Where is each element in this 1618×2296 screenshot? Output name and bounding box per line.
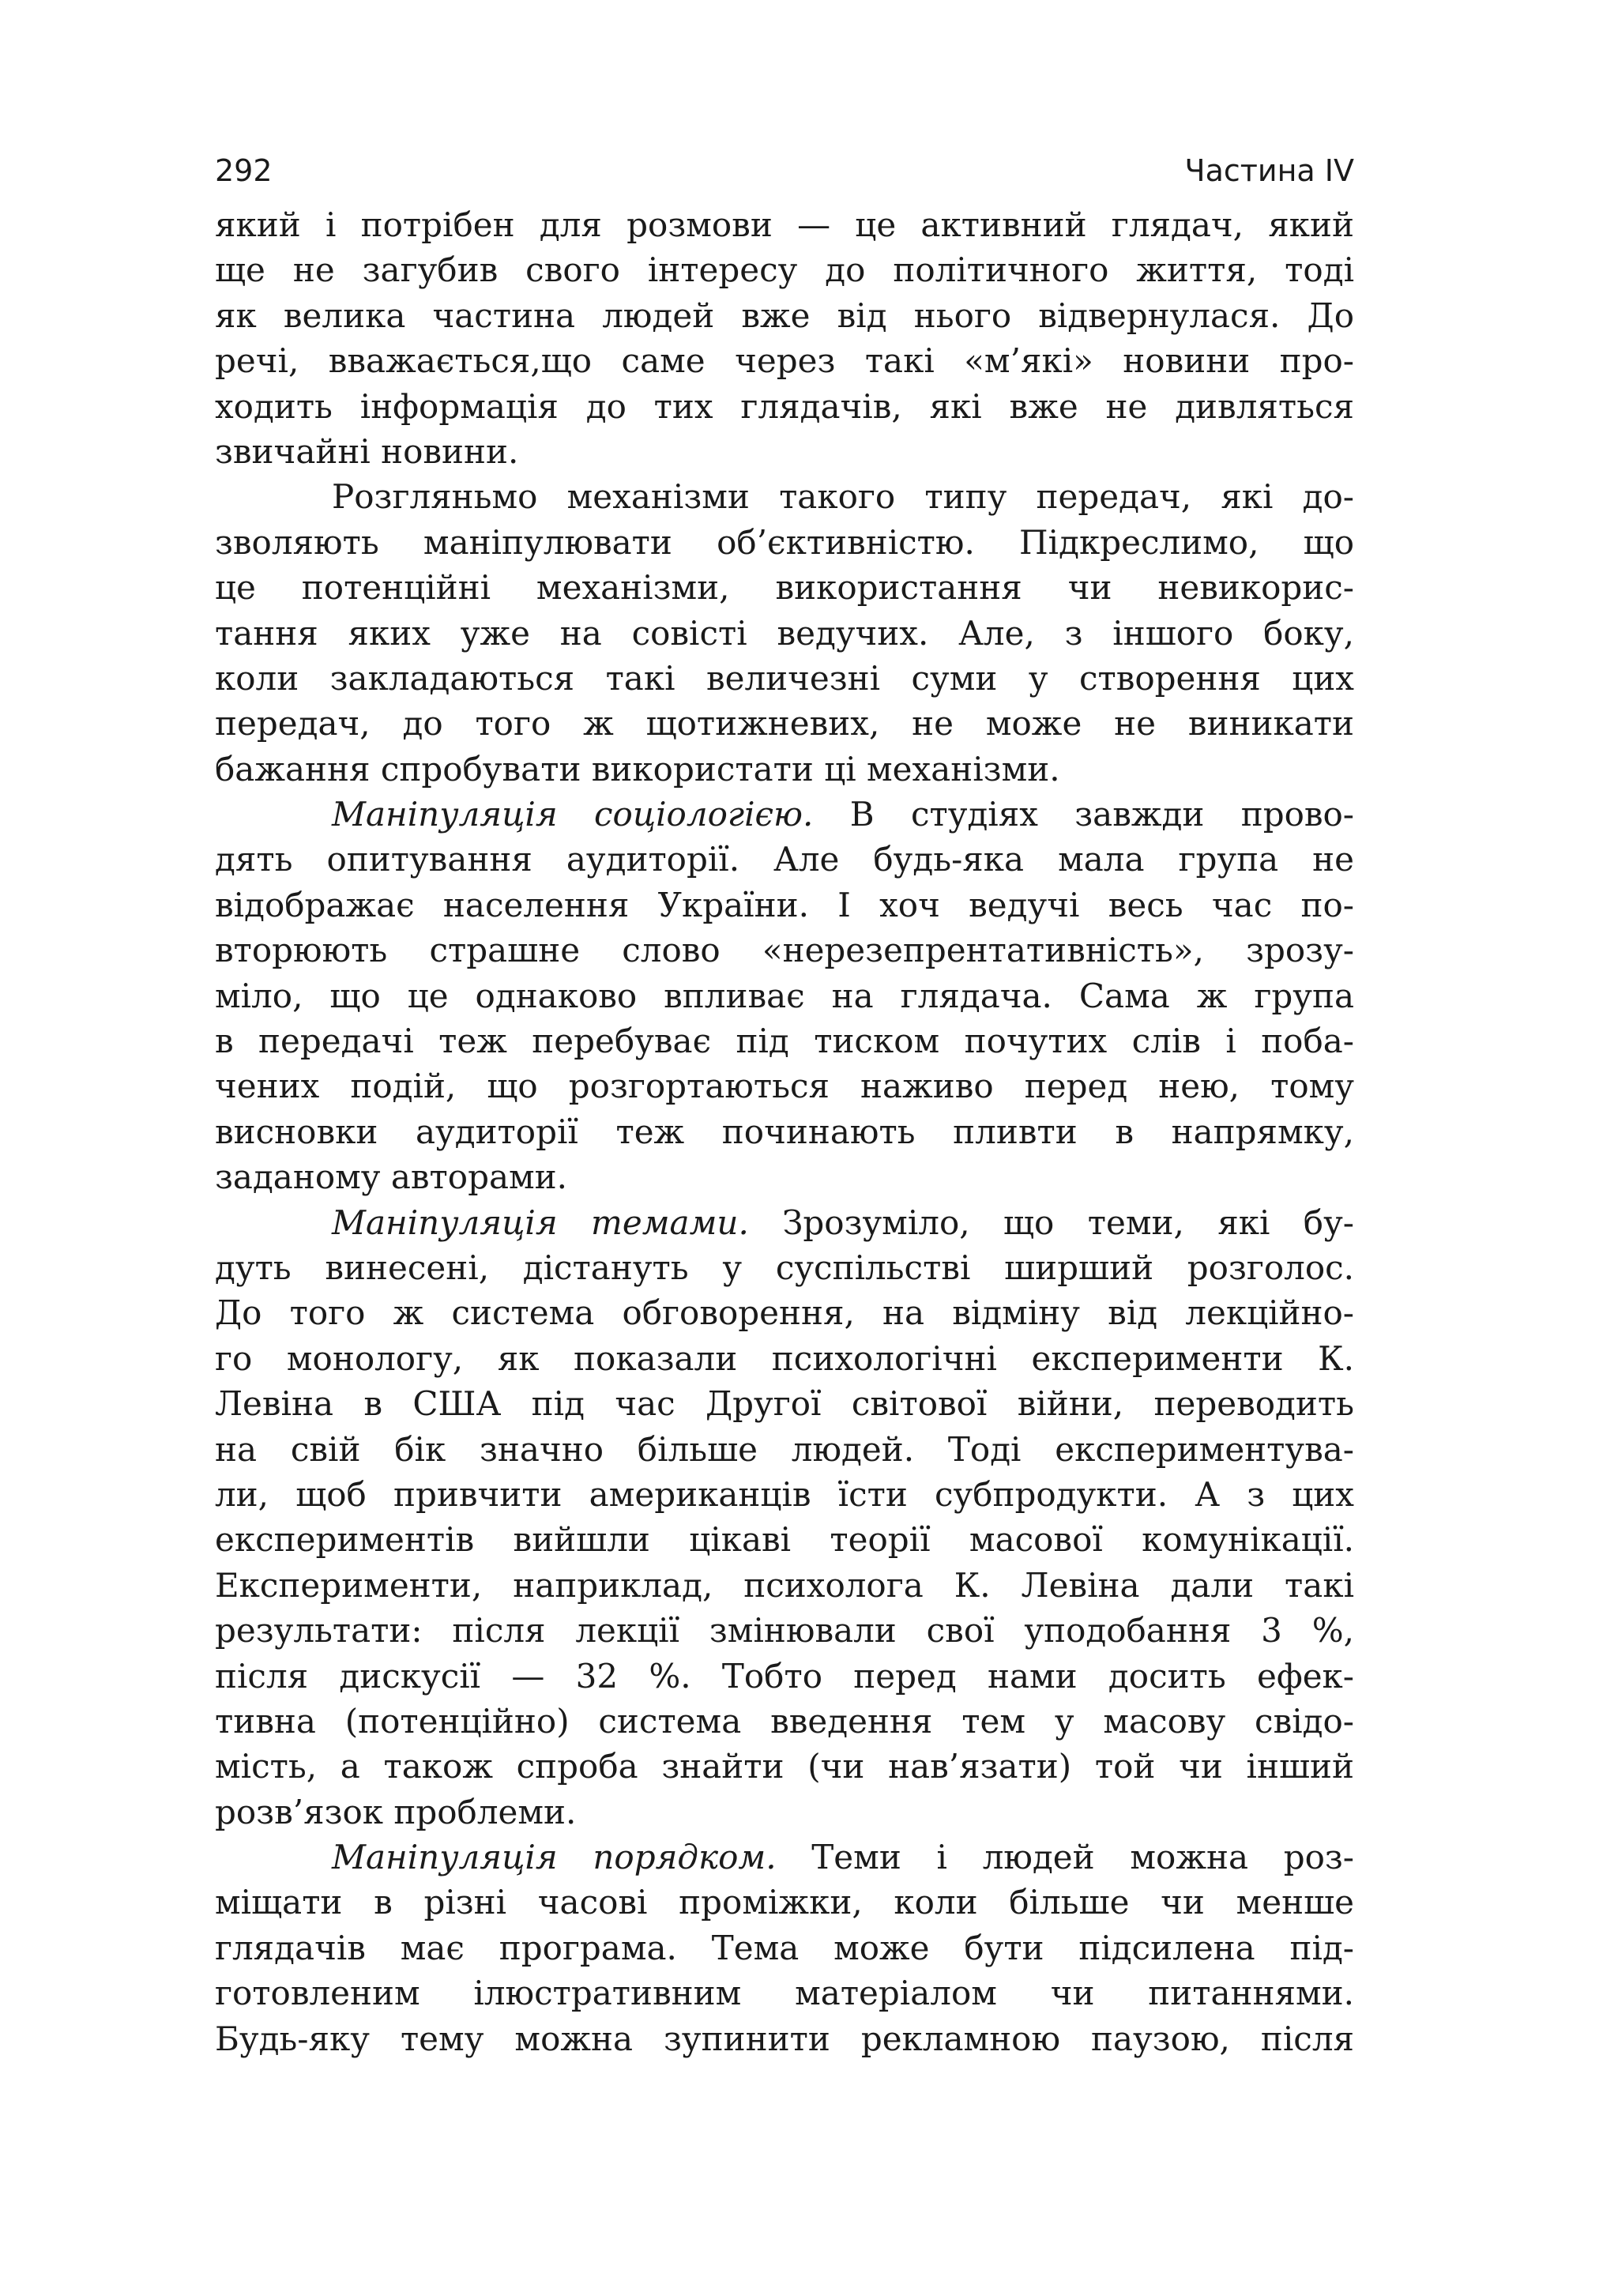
text-line: До того ж система обговорення, на відміну від лекційно- (215, 1293, 1354, 1333)
text-line: відображає населення України. І хоч ведучі весь час по- (215, 885, 1354, 924)
text-line: готовленим ілюстративним матеріалом чи питаннями. (215, 1974, 1354, 2013)
text-line: бажання спробувати використати ці механізми. (215, 749, 1060, 789)
italic-term: Маніпуляція темами. (332, 1203, 749, 1242)
body-text (215, 202, 1354, 2061)
text-line: передач, до того ж щотижневих, не може не виникати (215, 704, 1354, 743)
text-line: зволяють маніпулювати об’єктивністю. Підкреслимо, що (215, 522, 1354, 562)
text-line: розв’язок проблеми. (215, 1792, 577, 1831)
text-line: на свій бік значно більше людей. Тоді експериментува- (215, 1429, 1354, 1469)
text-line: після дискусії — 32 %. Тобто перед нами досить ефек- (215, 1656, 1354, 1696)
running-head (215, 147, 1354, 194)
text-line (215, 792, 1354, 837)
text-line: експериментів вийшли цікаві теорії масової комунікації. (215, 1520, 1354, 1560)
text-line: який і потрібен для розмови — це активний глядач, який (215, 205, 1354, 244)
text-line: ще не загубив свого інтересу до політичного життя, тоді (215, 250, 1354, 290)
text-line: го монологу, як показали психологічні експерименти К. (215, 1338, 1354, 1378)
page-number: 292 (215, 153, 273, 188)
text-line: ходить інформація до тих глядачів, які вже не дивляться (215, 386, 1354, 426)
part-label: Частина IV (1184, 153, 1354, 188)
text-line: Левіна в США під час Другої світової війни, переводить (215, 1384, 1354, 1424)
text-line: коли закладаються такі величезні суми у створення цих (215, 658, 1354, 698)
text-line: мість, а також спроба знайти (чи нав’язати) той чи інший (215, 1747, 1354, 1786)
text-line: чених подій, що розгортаються наживо перед нею, тому (215, 1067, 1354, 1106)
text-line: Розгляньмо механізми такого типу передач, які до- (332, 477, 1354, 517)
text-line: тивна (потенційно) система введення тем у масову свідо- (215, 1701, 1354, 1741)
text-line: в передачі теж перебуває під тиском почутих слів і поба- (215, 1022, 1354, 1061)
text-line: результати: після лекції змінювали свої уподобання 3 %, (215, 1611, 1354, 1650)
text-line: Будь-яку тему можна зупинити рекламною паузою, після (215, 2019, 1354, 2058)
text-line (215, 1200, 1354, 1245)
italic-term: Маніпуляція порядком. (332, 1838, 777, 1877)
text-line: Експерименти, наприклад, психолога К. Левіна дали такі (215, 1565, 1354, 1605)
text-line: речі, вважається,що саме через такі «м’які» новини про- (215, 341, 1354, 381)
text-line: висновки аудиторії теж починають пливти в напрямку, (215, 1112, 1354, 1151)
text-line: міло, що це однаково впливає на глядача. Сама ж група (215, 976, 1354, 1015)
text-line: дуть винесені, дістануть у суспільстві ширший розголос. (215, 1248, 1354, 1287)
text-line: як велика частина людей вже від нього відвернулася. До (215, 295, 1354, 335)
text-line: звичайні новини. (215, 431, 519, 471)
text-line: дять опитування аудиторії. Але будь-яка мала група не (215, 840, 1354, 879)
text-run: В студіях завжди прово- (813, 795, 1354, 834)
text-line: це потенційні механізми, використання чи невикорис- (215, 568, 1354, 608)
text-line (215, 1835, 1354, 1880)
text-run: Теми і людей можна роз- (776, 1838, 1354, 1877)
text-line: тання яких уже на совісті ведучих. Але, з іншого боку, (215, 613, 1354, 653)
italic-term: Маніпуляція соціологією. (332, 795, 814, 834)
text-line: міщати в різні часові проміжки, коли більше чи менше (215, 1883, 1354, 1922)
text-line: ли, щоб привчити американців їсти субпродукти. А з цих (215, 1474, 1354, 1514)
text-line: заданому авторами. (215, 1157, 568, 1197)
text-run: Зрозуміло, що теми, які бу- (748, 1203, 1354, 1242)
text-line: вторюють страшне слово «нерезепрентативність», зрозу- (215, 931, 1354, 970)
text-line: глядачів має програма. Тема може бути підсилена під- (215, 1928, 1354, 1967)
